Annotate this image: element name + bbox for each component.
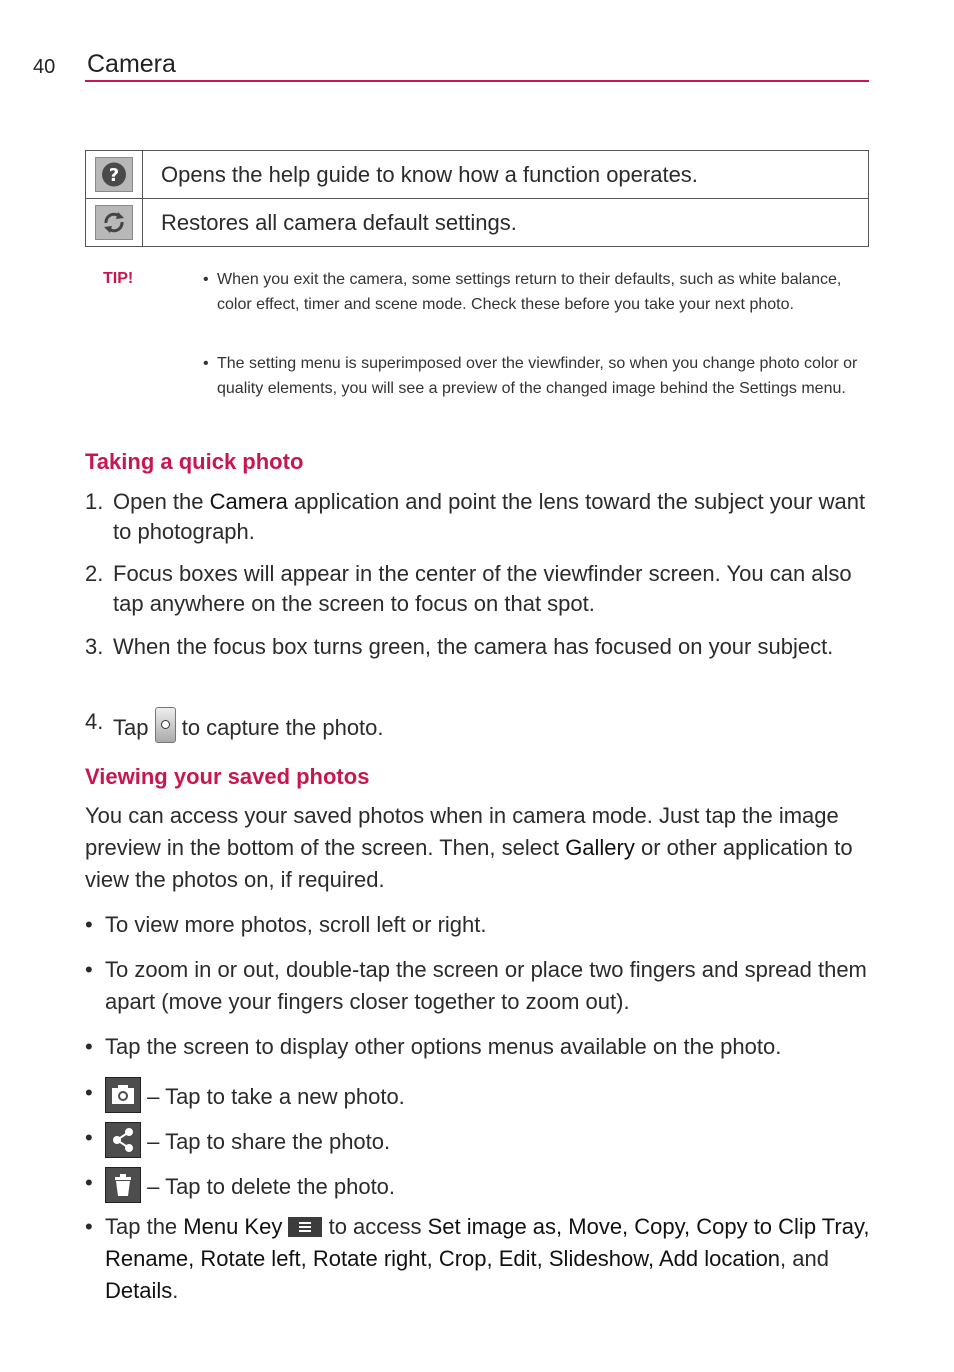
list-item: • – Tap to share the photo. xyxy=(85,1122,875,1158)
chapter-title: Camera xyxy=(87,50,176,78)
list-item: • Tap the Menu Key to access Set image as, Move, Copy, Copy to Clip Tray, Rename, Rotate left, Rotate right, Crop, Edit, Slideshow, Add location, and Details. xyxy=(85,1211,875,1307)
camera-app-name: Camera xyxy=(209,489,288,514)
step-4: 4. Tap to capture the photo. xyxy=(85,707,875,743)
svg-text:?: ? xyxy=(108,165,120,186)
tip-text: When you exit the camera, some settings return to their defaults, such as white balance, color effect, timer and scene mode. Check these before you take your next photo. xyxy=(217,271,842,313)
list-item: • Tap the screen to display other options menus available on the photo. xyxy=(85,1031,875,1063)
menu-options: Set image as, Move, Copy, Copy to Clip Tray, Rename, Rotate left, Rotate right, Crop, Edit, Slideshow, Add location xyxy=(105,1214,870,1271)
camera-icon xyxy=(105,1077,141,1113)
tip-item xyxy=(203,352,873,401)
bullet: • xyxy=(85,1170,93,1195)
bullet: • xyxy=(85,957,93,982)
saved-photos-intro: You can access your saved photos when in camera mode. Just tap the image preview in the bottom of the screen. Then, select Gallery or other application to view the photos on, if required. xyxy=(85,803,853,892)
table-row xyxy=(86,199,869,247)
list-item: • To zoom in or out, double-tap the screen or place two fingers and spread them apart (move your fingers closer together to zoom out). xyxy=(85,954,875,1018)
gallery-app-name: Gallery xyxy=(565,835,635,860)
menu-key-label: Menu Key xyxy=(183,1214,283,1239)
step-1: 1. Open the Camera application and point the lens toward the subject your want to photograph. xyxy=(85,489,866,544)
step-3: 3. When the focus box turns green, the camera has focused on your subject. xyxy=(85,634,834,659)
tip-text: The setting menu is superimposed over the viewfinder, so when you change photo color or quality elements, you will see a preview of the changed image behind the Settings menu. xyxy=(217,355,858,397)
help-description: Opens the help guide to know how a function operates. xyxy=(143,151,869,199)
page-number: 40 xyxy=(33,56,56,78)
bullet: • xyxy=(85,1125,93,1150)
icon-table xyxy=(85,150,869,247)
tip-item xyxy=(203,268,873,317)
step-2: 2. Focus boxes will appear in the center of the viewfinder screen. You can also tap anywhere on the screen to focus on that spot. xyxy=(85,561,852,616)
list-item: • To view more photos, scroll left or right. xyxy=(85,909,875,941)
bullet: • xyxy=(85,1214,93,1239)
shutter-icon xyxy=(155,707,176,743)
details-option: Details xyxy=(105,1278,173,1303)
section-heading-quick-photo: Taking a quick photo xyxy=(85,449,304,474)
section-heading-saved-photos: Viewing your saved photos xyxy=(85,764,370,789)
reset-description: Restores all camera default settings. xyxy=(143,199,869,247)
header-rule xyxy=(85,80,869,82)
bullet: • xyxy=(203,355,209,372)
bullet: • xyxy=(203,271,209,288)
help-icon xyxy=(95,157,133,192)
trash-icon xyxy=(105,1167,141,1203)
list-item: • – Tap to delete the photo. xyxy=(85,1167,875,1203)
list-item: • – Tap to take a new photo. xyxy=(85,1077,875,1113)
reset-icon xyxy=(95,205,133,240)
bullet: • xyxy=(85,912,93,937)
bullet: • xyxy=(85,1080,93,1105)
bullet: • xyxy=(85,1034,93,1059)
tip-label: TIP! xyxy=(103,270,134,287)
share-icon xyxy=(105,1122,141,1158)
table-row xyxy=(86,151,869,199)
menu-icon xyxy=(288,1217,322,1237)
